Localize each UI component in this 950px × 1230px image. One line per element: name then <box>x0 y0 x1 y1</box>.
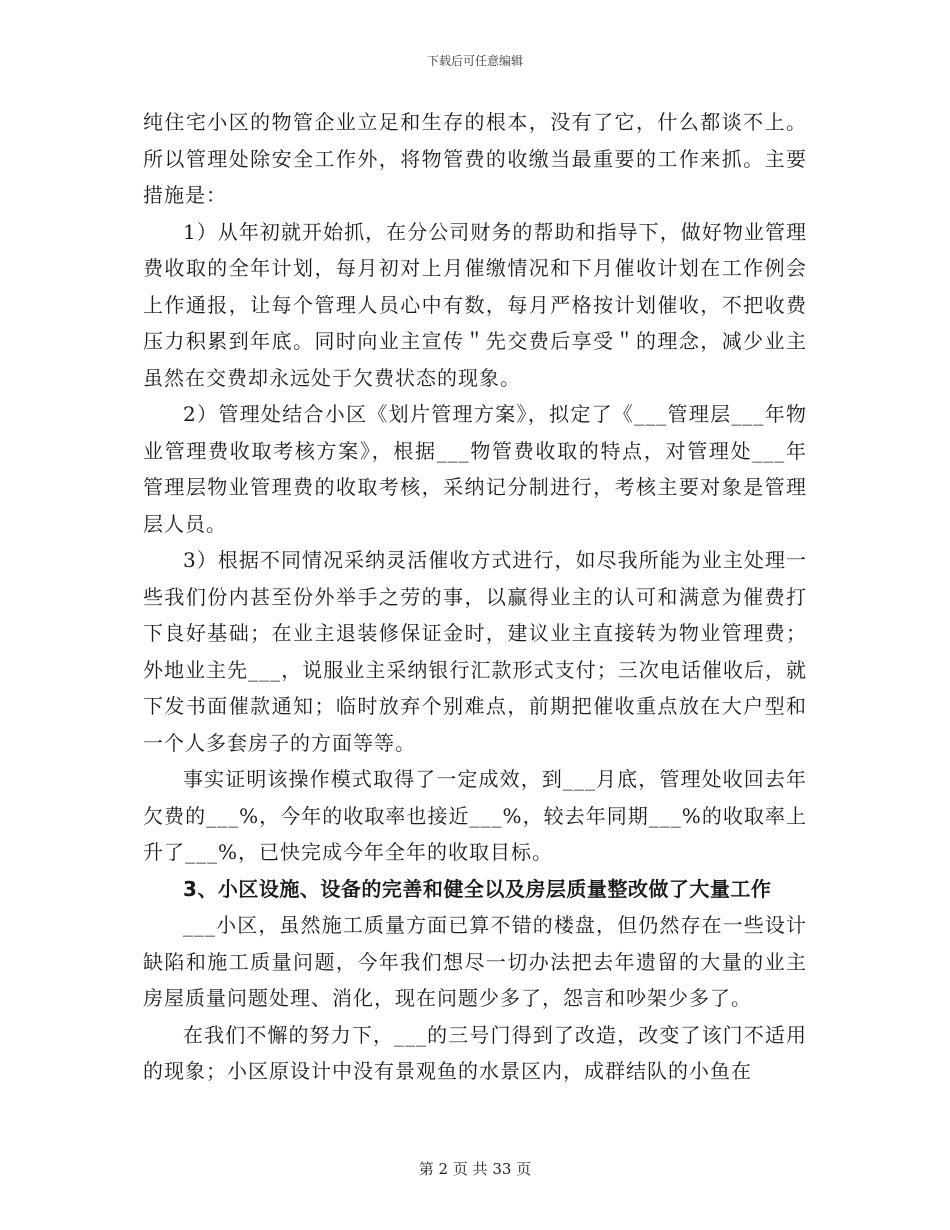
page-number: 第 2 页 共 33 页 <box>418 1160 532 1178</box>
paragraph: 在我们不懈的努力下，___的三号门得到了改造，改变了该门不适用的现象；小区原设计中没有景观鱼的水景区内，成群结队的小鱼在 <box>143 1022 807 1083</box>
paragraph: 1）从年初就开始抓，在分公司财务的帮助和指导下，做好物业管理费收取的全年计划，每月初对上月催缴情况和下月催收计划在工作例会上作通报，让每个管理人员心中有数，每月严格按计划催收，不把收费压力积累到年底。同时向业主宣传＂先交费后享受＂的理念，减少业主虽然在交费却永远处于欠费状态的现象。 <box>143 219 807 390</box>
paragraph: 2）管理处结合小区《划片管理方案》，拟定了《___管理层___年物业管理费收取考核方案》，根据___物管费收取的特点，对管理处___年管理层物业管理费的收取考核，采纳记分制进行，考核主要对象是管理层人员。 <box>143 402 807 536</box>
paragraph: ___小区，虽然施工质量方面已算不错的楼盘，但仍然存在一些设计缺陷和施工质量问题，今年我们想尽一切办法把去年遗留的大量的业主房屋质量问题处理、消化，现在问题少多了，怨言和吵架少多了。 <box>143 913 807 1010</box>
section-heading: 3、小区设施、设备的完善和健全以及房层质量整改做了大量工作 <box>183 876 772 901</box>
paragraph: 3）根据不同情况采纳灵活催收方式进行，如尽我所能为业主处理一些我们份内甚至份外举手之劳的事，以赢得业主的认可和满意为催费打下良好基础；在业主退装修保证金时，建议业主直接转为物业管理费；外地业主先___，说服业主采纳银行汇款形式支付；三次电话催收后，就下发书面催款通知；临时放弃个别难点，前期把催收重点放在大户型和一个人多套房子的方面等等。 <box>143 548 807 755</box>
document-body <box>143 104 807 1090</box>
paragraph: 纯住宅小区的物管企业立足和生存的根本，没有了它，什么都谈不上。所以管理处除安全工作外，将物管费的收缴当最重要的工作来抓。主要措施是： <box>143 110 807 207</box>
page-header: 下载后可任意编辑 <box>426 54 523 68</box>
paragraph: 事实证明该操作模式取得了一定成效，到___月底，管理处收回去年欠费的___%，今年的收取率也接近___%，较去年同期___%的收取率上升了___%，已快完成今年全年的收取目标。 <box>143 767 807 864</box>
